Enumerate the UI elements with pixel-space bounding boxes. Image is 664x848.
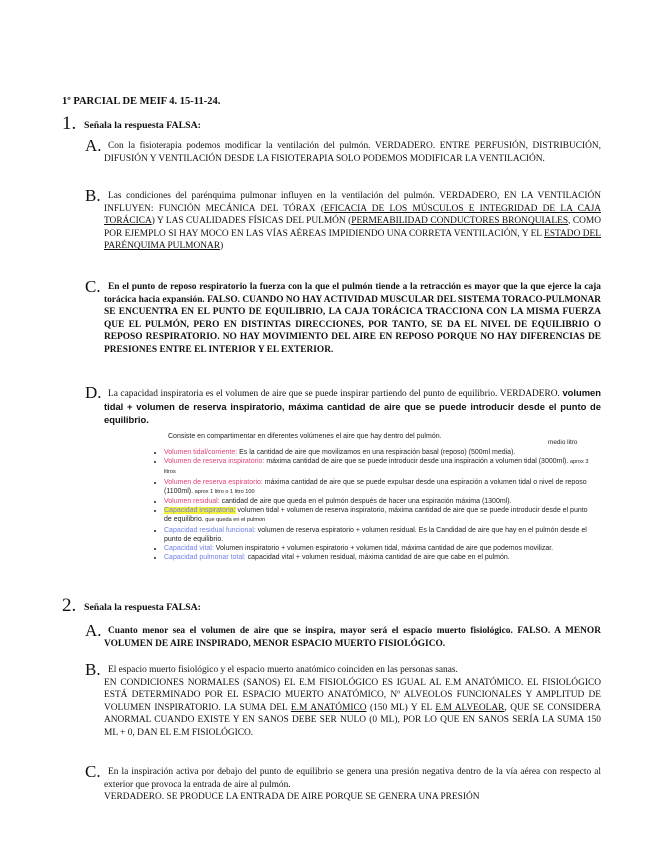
q2-option-a-letter: A. bbox=[85, 621, 102, 640]
list-item bbox=[164, 506, 594, 525]
q2-option-a-body: Cuanto menor sea el volumen de aire que se inspira, mayor será el espacio muerto fisiológico. FALSO. A MENOR VOLUMEN DE AIRE INSPIRADO, MENOR ESPACIO MUERTO FISIOLÓGICO. bbox=[104, 626, 601, 649]
list-term: Capacidad inspiratoria: bbox=[164, 507, 236, 515]
list-item bbox=[164, 448, 594, 457]
q1-option-d-letter: D. bbox=[85, 383, 102, 402]
q1-b-part4: ) bbox=[220, 241, 224, 252]
q1-b-part1: Las condiciones del parénquima pulmonar influyen en la ventilación del pulmón. VERDADERO, EN LA VENTILACIÓN INFLUYEN: FUNCIÓN MECÁNICA DEL TÓRAX ( bbox=[104, 191, 601, 214]
q1-b-part2: ) Y LAS CUALIDADES FÍSICAS DEL PULMÓN ( bbox=[151, 216, 352, 227]
q2-option-c-letter: C. bbox=[85, 762, 101, 781]
list-text: volumen tidal + volumen de reserva inspiratorio, máxima cantidad de aire que se puede introducir desde el punto de equilibrio. bbox=[164, 507, 588, 524]
q2-option-b-question: El espacio muerto fisiológico y el espacio muerto anatómico coinciden en las personas sanas. bbox=[108, 665, 458, 675]
list-term: Capacidad pulmonar total: bbox=[164, 554, 246, 562]
list-handnote: que queda en el pulmon bbox=[203, 517, 266, 524]
q1-option-d-text bbox=[104, 387, 601, 428]
question-2-prompt: Señala la respuesta FALSA: bbox=[84, 602, 201, 613]
list-text: volumen de reserva espiratorio + volumen residual. Es la Candidad de aire que hay en el pulmón desde el punto de equilibrio. bbox=[164, 526, 587, 543]
q1-option-b-letter: B. bbox=[85, 186, 101, 205]
q1-d-part1: La capacidad inspiratoria es el volumen de aire que se puede inspirar partiendo del punto de equilibrio. VERDADERO. bbox=[108, 389, 563, 399]
list-text: cantidad de aire que queda en el pulmón después de hacer una espiración máxima (1300ml). bbox=[219, 498, 512, 506]
q1-d-part2: volumen tidal + volumen de reserva inspiratorio, máxima cantidad de aire que se puede introducir desde el punto de equilibrio. bbox=[104, 387, 601, 426]
list-term: Volumen residual: bbox=[164, 498, 220, 506]
list-item bbox=[164, 553, 594, 562]
q1-option-c-letter: C. bbox=[85, 277, 101, 296]
q1-b-underline3: ESTADO DEL PARÉNQUIMA PULMONAR bbox=[104, 228, 601, 252]
q1-b-part3: , COMO POR EJEMPLO SI HAY MOCO EN LAS VÍAS AÉREAS IMPIDIENDO UNA CORRETA VENTILACIÓN, Y EL bbox=[104, 216, 601, 239]
q1-option-c-body: En el punto de reposo respiratorio la fuerza con la que el pulmón tiende a la retracción es mayor que la que ejerce la caja torácica hacia expansión. FALSO. CUANDO NO HAY ACTIVIDAD MUSCULAR DEL SISTEMA TORACO-PULMONAR SE ENCUENTRA EN EL PUNTO DE EQUILIBRIO, LA CAJA TORÁCICA TRACCIONA CON LA MISMA FUERZA QUE EL PULMÓN, PERO EN DISTINTAS DIRECCIONES, POR TANTO, SE DA EL NIVEL DE EQUILIBRIO O REPOSO RESPIRATORIO. NO HAY MOVIMIENTO DEL AIRE EN REPOSO PORQUE NO HAY DIFERENCIAS DE PRESIONES ENTRE EL INTERIOR Y EL EXTERIOR. bbox=[104, 282, 601, 355]
list-item bbox=[164, 457, 594, 477]
list-handnote: aprox 1 litro o 1 litro 100 bbox=[193, 488, 255, 495]
q2-option-b-text bbox=[104, 664, 601, 740]
q2-option-a-text bbox=[104, 625, 601, 650]
page-title: 1º PARCIAL DE MEIF 4. 15-11-24. bbox=[62, 96, 221, 107]
q2-option-c-text bbox=[104, 766, 601, 804]
list-term: Volumen tidal/corriente: bbox=[164, 449, 238, 456]
list-term: Volumen de reserva espiratorio: bbox=[164, 478, 263, 486]
list-handnote: aprox 3 litros bbox=[164, 459, 589, 476]
q2-option-c-answer: VERDADERO. SE PRODUCE LA ENTRADA DE AIRE PORQUE SE GENERA UNA PRESIÓN bbox=[104, 792, 480, 803]
embed-list bbox=[152, 448, 594, 562]
q2-option-c-question: En la inspiración activa por debajo del punto de equilibrio se genera una presión negativa dentro de la vía aérea con respecto al exterior que provoca la entrada de aire al pulmón. bbox=[104, 767, 601, 790]
list-item bbox=[164, 544, 594, 553]
question-2-number: 2. bbox=[62, 595, 77, 616]
q1-option-a-body: Con la fisioterapia podemos modificar la ventilación del pulmón. VERDADERO. ENTRE PERFUSIÓN, DISTRIBUCIÓN, DIFUSIÓN Y VENTILACIÓN DESDE LA FISIOTERAPIA SOLO PODEMOS MODIFICAR LA VENTILACIÓN. bbox=[104, 141, 601, 164]
q1-option-c-text bbox=[104, 281, 601, 357]
embedded-notes-image bbox=[150, 432, 590, 592]
q2-b-underline1: E.M ANATÓMICO bbox=[290, 702, 367, 713]
list-item bbox=[164, 478, 594, 497]
q2-b-part2: EN CONDICIONES NORMALES (SANOS) EL E.M FISIOLÓGICO ES IGUAL AL E.M ANATÓMICO. EL FISIOLÓGICO ESTÁ DETERMINADO POR EL ESPACIO MUERTO ANATÓMICO, Nº ALVEOLOS FUNCIONALES Y AMPLITUD DE VOLUMEN INSPIRATORIO. LA SUMA DEL bbox=[104, 677, 601, 713]
q2-b-underline2: E.M ALVEOLAR bbox=[435, 702, 505, 713]
q1-b-underline1: EFICACIA DE LOS MÚSCULOS E INTEGRIDAD DE LA CAJA TORÁCICA bbox=[104, 203, 602, 227]
q2-option-b-letter: B. bbox=[85, 660, 101, 679]
list-item bbox=[164, 497, 594, 506]
q2-b-part4: , QUE SE CONSIDERA ANORMAL CUANDO EXISTE Y EN SANOS DEBE SER NULO (0 ML), POR LO QUE EN SANOS SERÍA LA SUMA 150 ML + 0, DAN EL E.M FISIOLÓGICO. bbox=[104, 702, 601, 738]
q2-b-part3: (150 ML) Y EL bbox=[366, 702, 436, 713]
embed-header: Consiste en compartimentar en diferentes volúmenes el aire que hay dentro del pulmón. bbox=[168, 433, 442, 440]
list-text: Es la cantidad de aire que movilizamos en una respiración basal (reposo) (500ml media). bbox=[237, 449, 516, 456]
list-text: Volumen inspiratorio + volumen espiratorio + volumen tidal, máxima cantidad de aire que podemos movilizar. bbox=[213, 545, 554, 553]
list-text: capacidad vital + volumen residual, máxima cantidad de aire que cabe en el pulmón. bbox=[245, 554, 510, 562]
list-term: Capacidad vital: bbox=[164, 545, 214, 553]
q1-option-a-letter: A. bbox=[85, 136, 102, 155]
list-term: Capacidad residual funcional: bbox=[164, 526, 256, 534]
embed-note: medio litro bbox=[548, 439, 578, 446]
question-1-prompt: Señala la respuesta FALSA: bbox=[84, 120, 201, 131]
list-term: Volumen de reserva inspiratorio: bbox=[164, 458, 265, 466]
q1-option-a-text bbox=[104, 140, 601, 165]
q1-option-b-text bbox=[104, 190, 601, 253]
list-item bbox=[164, 526, 594, 544]
question-1-number: 1. bbox=[62, 113, 77, 134]
q1-b-underline2: PERMEABILIDAD CONDUCTORES BRONQUIALES bbox=[351, 216, 569, 227]
list-text: máxima cantidad de aire que se puede introducir desde una inspiración a volumen tidal (3000ml). bbox=[264, 458, 569, 466]
list-text: máxima cantidad de aire que se puede expulsar desde una espiración a volumen tidal o nivel de reposo (1100ml). bbox=[164, 478, 587, 495]
